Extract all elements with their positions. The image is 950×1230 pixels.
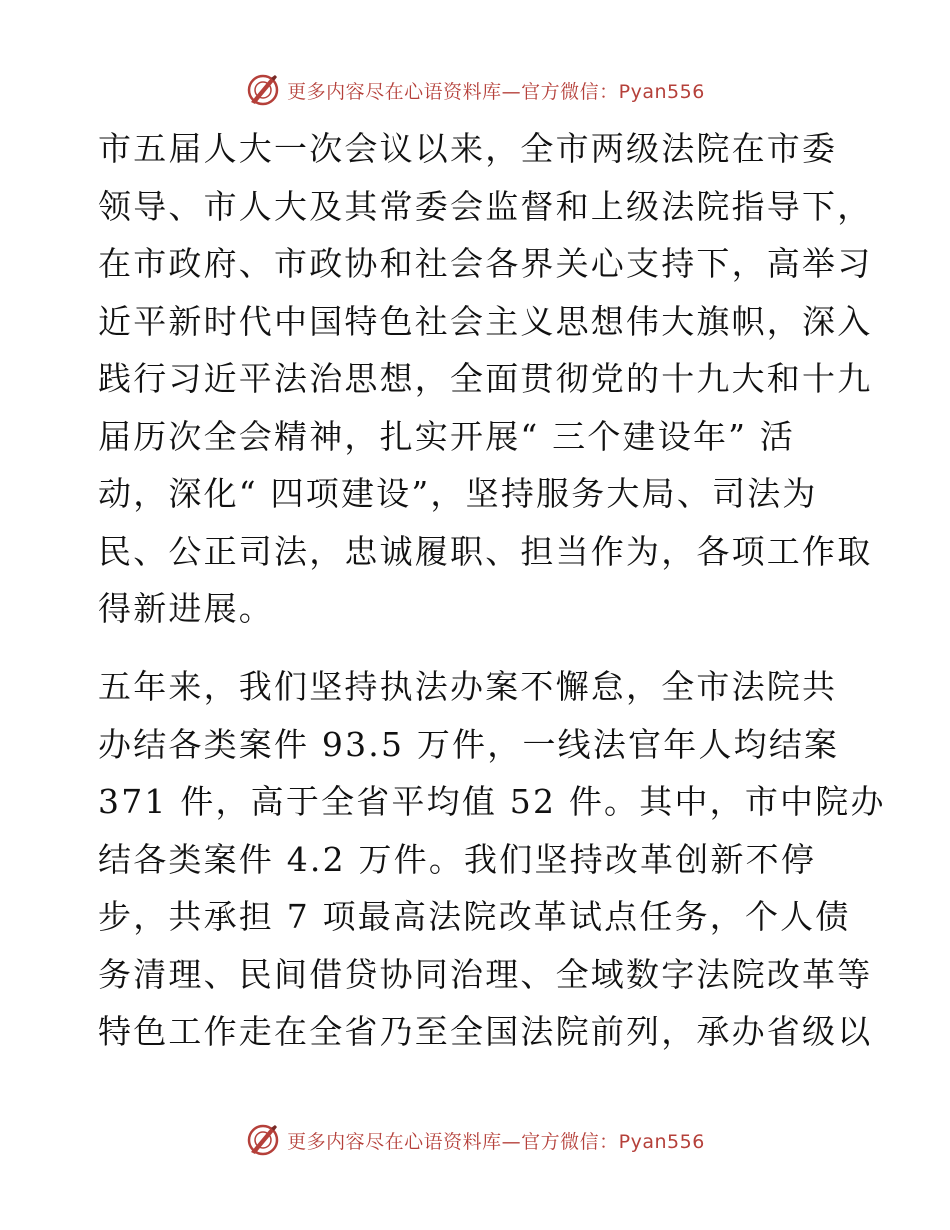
paragraph-line: 践行习近平法治思想，全面贯彻党的十九大和十九	[98, 359, 873, 398]
paragraph-line: 371 件，高于全省平均值 52 件。其中，市中院办	[98, 782, 886, 821]
header-watermark-inner	[245, 72, 705, 108]
paragraph-line: 届历次全会精神，扎实开展“ 三个建设年” 活	[98, 416, 796, 456]
paragraph-1	[98, 120, 873, 638]
footer-watermark	[0, 1120, 950, 1160]
paragraph-line: 五年来，我们坚持执法办案不懈怠，全市法院共	[98, 667, 838, 706]
watermark-text: 更多内容尽在心语资料库—官方微信：Pyan556	[287, 1130, 705, 1153]
paragraph-line: 近平新时代中国特色社会主义思想伟大旗帜，深入	[98, 301, 873, 341]
paragraph-line: 特色工作走在全省乃至全国法院前列，承办省级以	[98, 1012, 873, 1051]
paragraph-line: 在市政府、市政协和社会各界关心支持下，高举习	[98, 244, 873, 283]
paragraph-line: 领导、市人大及其常委会监督和上级法院指导下，	[98, 186, 873, 226]
paragraph-line: 民、公正司法，忠诚履职、担当作为，各项工作取	[98, 531, 873, 571]
paragraph-line: 得新进展。	[98, 589, 274, 628]
paragraph-line: 动，深化“ 四项建设”，坚持服务大局、司法为	[98, 474, 818, 513]
footer-watermark-inner	[245, 1122, 705, 1158]
paragraph-line: 办结各类案件 93.5 万件，一线法官年人均结案	[98, 724, 840, 764]
paragraph-line: 结各类案件 4.2 万件。我们坚持改革创新不停	[98, 839, 817, 879]
paragraph-line: 市五届人大一次会议以来，全市两级法院在市委	[98, 129, 838, 168]
header-watermark	[0, 70, 950, 110]
watermark-logo-icon	[245, 1122, 281, 1158]
watermark-text: 更多内容尽在心语资料库—官方微信：Pyan556	[287, 80, 705, 103]
paragraph-2	[98, 658, 886, 1061]
paragraph-line: 步，共承担 7 项最高法院改革试点任务，个人债	[98, 897, 851, 936]
paragraph-line: 务清理、民间借贷协同治理、全域数字法院改革等	[98, 954, 873, 994]
watermark-logo-icon	[245, 72, 281, 108]
